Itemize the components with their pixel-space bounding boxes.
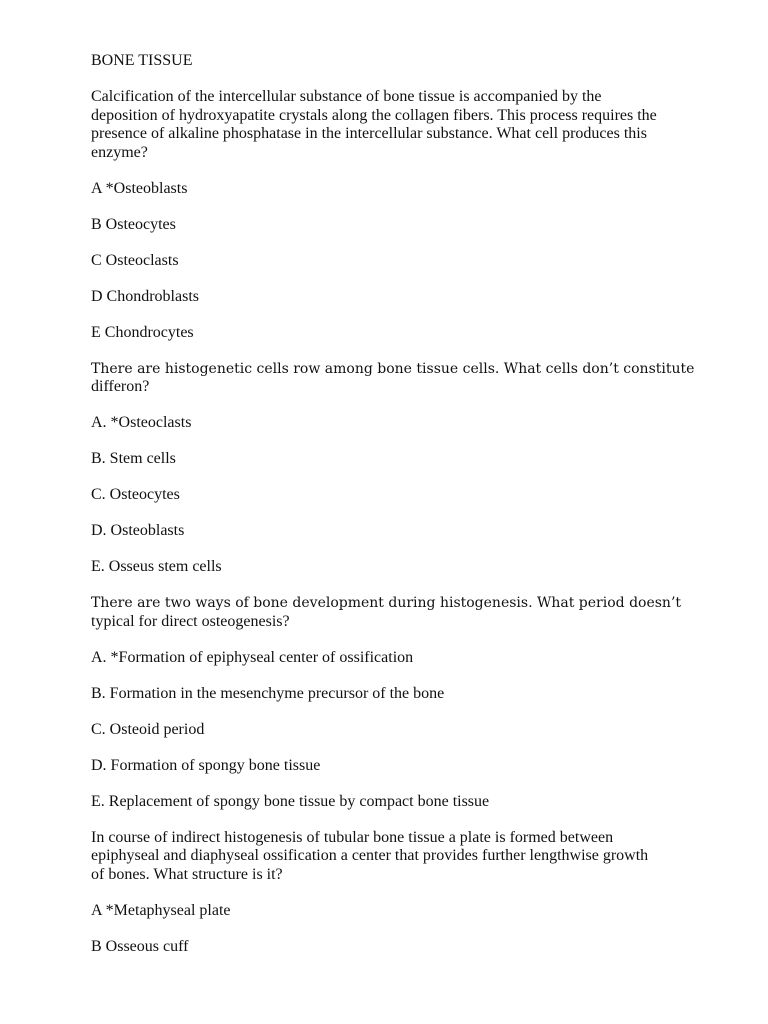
answer-option: C Osteoclasts <box>91 251 179 269</box>
answer-option: A. *Formation of epiphyseal center of ossification <box>91 648 414 666</box>
question-2-line-1: There are histogenetic cells row among bone tissue cells. What cells don’t constitute <box>91 360 695 377</box>
question-4-line-2: epiphyseal and diaphyseal ossification a center that provides further lengthwise growth <box>91 847 649 864</box>
question-2-line-2: differon? <box>91 378 150 395</box>
question-4 <box>91 829 721 957</box>
answer-option: C. Osteocytes <box>91 486 180 503</box>
answer-option: E Chondrocytes <box>91 323 194 341</box>
answer-option: E. Osseus stem cells <box>91 558 222 575</box>
answer-option: D. Formation of spongy bone tissue <box>91 756 321 774</box>
question-3-line-2: typical for direct osteogenesis? <box>91 612 290 630</box>
document-page <box>91 52 721 956</box>
answer-option: A *Metaphyseal plate <box>91 901 231 919</box>
question-1-line-4: enzyme? <box>91 143 148 161</box>
answer-option: B Osteocytes <box>91 215 176 233</box>
question-1 <box>91 88 721 360</box>
answer-option: D. Osteoblasts <box>91 522 185 539</box>
answer-option: C. Osteoid period <box>91 720 205 738</box>
question-1-line-3: presence of alkaline phosphatase in the intercellular substance. What cell produces this <box>91 125 647 142</box>
question-1-line-2: deposition of hydroxyapatite crystals along the collagen fibers. This process requires the <box>91 106 657 124</box>
question-4-line-1: In course of indirect histogenesis of tubular bone tissue a plate is formed between <box>91 828 614 846</box>
question-2 <box>91 360 721 595</box>
answer-option: A *Osteoblasts <box>91 179 188 197</box>
answer-option: E. Replacement of spongy bone tissue by compact bone tissue <box>91 792 490 810</box>
question-3 <box>91 594 721 829</box>
question-1-line-1: Calcification of the intercellular substance of bone tissue is accompanied by the <box>91 88 602 105</box>
question-3-line-1: There are two ways of bone development during histogenesis. What period doesn’t <box>91 595 682 611</box>
answer-option: B. Stem cells <box>91 450 176 467</box>
document-heading: BONE TISSUE <box>91 52 193 69</box>
question-4-line-3: of bones. What structure is it? <box>91 865 283 883</box>
answer-option: D Chondroblasts <box>91 287 199 305</box>
answer-option: A. *Osteoclasts <box>91 414 192 431</box>
answer-option: B Osseous cuff <box>91 937 189 955</box>
answer-option: B. Formation in the mesenchyme precursor of the bone <box>91 684 445 702</box>
